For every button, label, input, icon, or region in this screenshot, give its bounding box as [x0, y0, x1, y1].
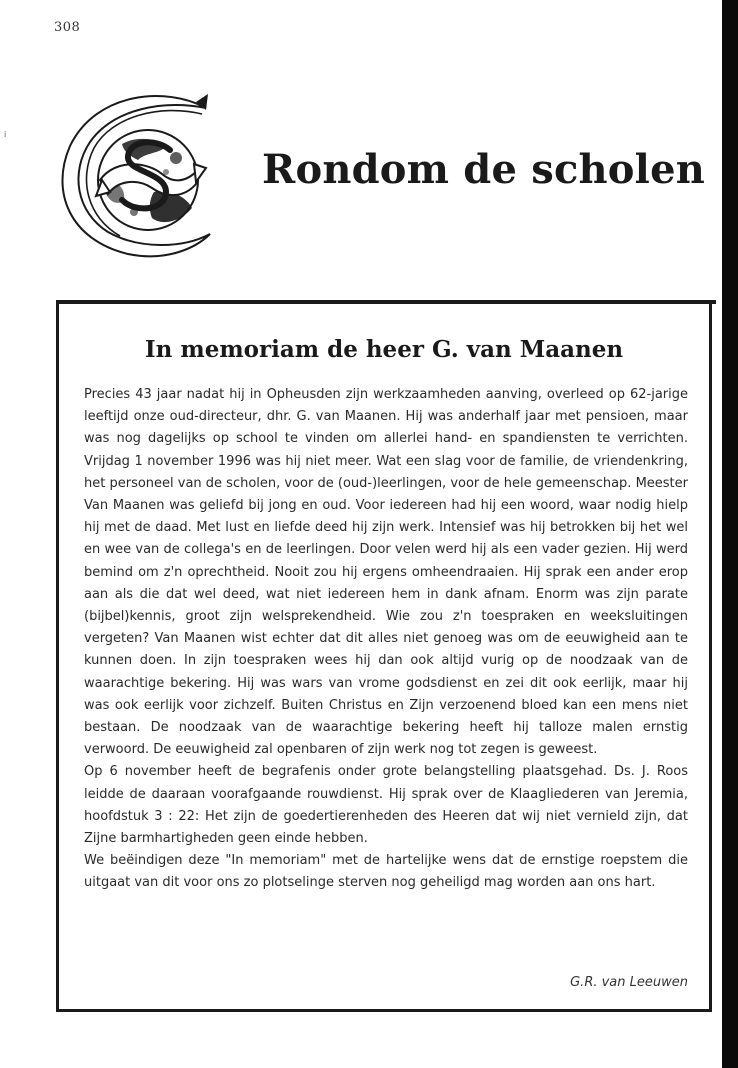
article-paragraph: Precies 43 jaar nadat hij in Opheusden zijn werkzaamheden aanving, overleed op 62-jarige leeftijd onze oud-directeur, dhr. G. van Maanen. Hij was anderhalf jaar met pensioen, maar was nog dagelijks op school te vinden om allerlei hand- en spandiensten te verrichten. Vrijdag 1 november 1996 was hij niet meer. Wat een slag voor de familie, de vriendenkring, het personeel van de scholen, voor de (oud-)leerlingen, voor de hele gemeenschap. Meester Van Maanen was geliefd bij jong en oud. Voor iedereen had hij een woord, waar nodig hielp hij met de daad. Met lust en liefde deed hij zijn werk. Intensief was hij betrokken bij het wel en wee van de collega's en de leerlingen. Door velen werd hij als een vader gezien. Hij werd bemind om z'n oprechtheid. Nooit zou hij ergens omheendraaien. Hij sprak een ander erop aan als die dat wel deed, wat niet iedereen hem in dank afnam. Enorm was zijn parate (bijbel)kennis, groot zijn welsprekendheid. Wie zou z'n toespraken en weeksluitingen vergeten? Van Maanen wist echter dat dit alles niet genoeg was om de eeuwigheid aan te kunnen doen. In zijn toespraken wees hij dan ook altijd vurig op de noodzaak van de waarachtige bekering. Hij was wars van vrome godsdienst en zei dit ook eerlijk, maar hij was ook eerlijk voor zichzelf. Buiten Christus en Zijn verzoenend bloed kan een mens niet bestaan. De noodzaak van de waarachtige bekering heeft hij talloze malen ernstig verwoord. De eeuwigheid zal openbaren of zijn werk nog tot zegen is geweest. — [84, 387, 688, 758]
page-number: 308 — [54, 20, 81, 35]
article-frame-top-rule — [56, 300, 716, 304]
article-signature: G.R. van Leeuwen — [570, 975, 688, 990]
margin-mark: i — [4, 130, 7, 139]
article-title: In memoriam de heer G. van Maanen — [144, 336, 624, 363]
article-paragraph: Op 6 november heeft de begrafenis onder grote belangstelling plaatsgehad. Ds. J. Roos leidde de daaraan voorafgaande rouwdienst. Hij sprak over de Klaagliederen van Jeremia, hoofdstuk 3 : 22: Het zijn de goedertierenheden des Heeren dat wij niet vernield zijn, dat Zijne barmhartigheden geen einde hebben. — [84, 764, 688, 847]
article-body — [84, 384, 688, 895]
article-paragraph: We beëindigen deze "In memoriam" met de hartelijke wens dat de ernstige roepstem die uitgaat van dit voor ons zo plotselinge sterven nog geheiligd mag worden aan ons hart. — [84, 853, 688, 891]
page-edge-shadow — [722, 0, 738, 1068]
school-logo-icon — [56, 88, 216, 258]
section-title: Rondom de scholen — [262, 146, 706, 193]
